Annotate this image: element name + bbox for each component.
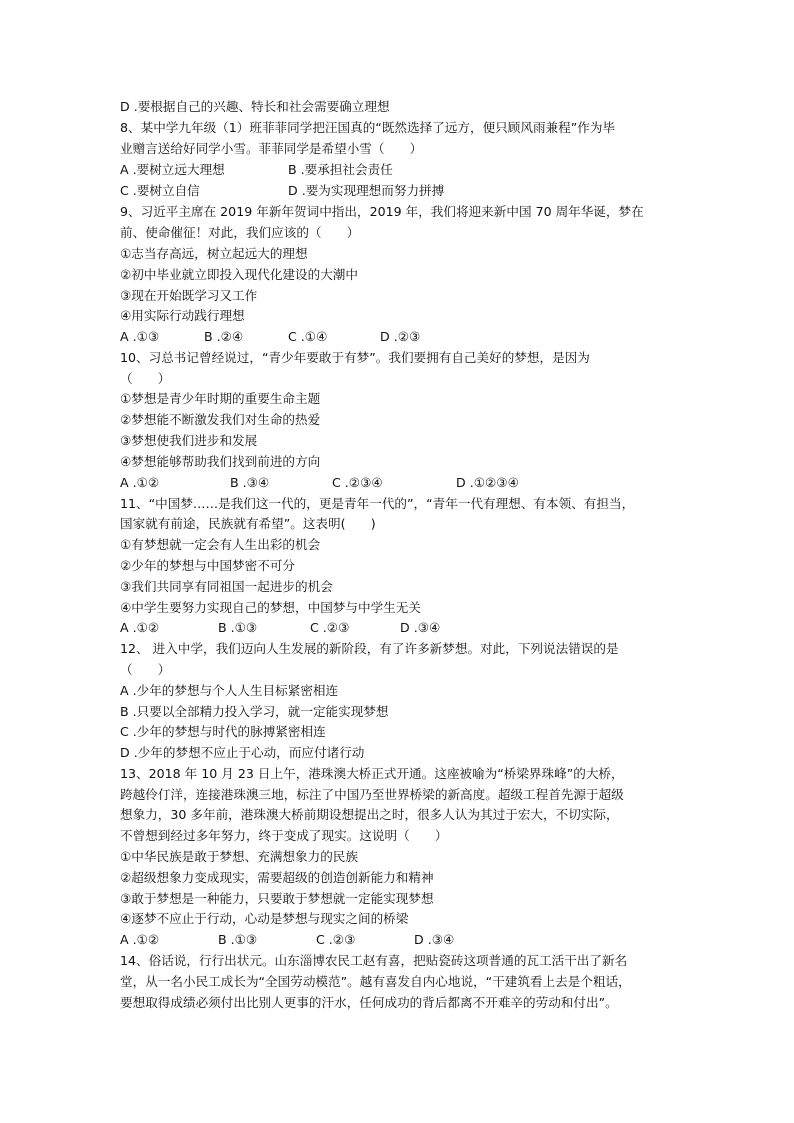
q10-item-3: ③梦想使我们进步和发展 [120, 433, 258, 448]
q13-option-a: A .①② [120, 932, 160, 947]
q9-item-1: ①志当存高远，树立起远大的理想 [120, 246, 308, 261]
q14-stem-cont2: 要想取得成绩必须付出比别人更事的汗水，任何成功的背后都离不开难辛的劳动和付出”。 [120, 995, 618, 1010]
q9-option-b: B .②④ [204, 329, 244, 344]
q11-item-1: ①有梦想就一定会有人生出彩的机会 [120, 537, 321, 552]
q10-stem-cont: （ ） [120, 371, 171, 386]
q10-stem: 10、习总书记曾经说过，“青少年要敢于有梦”。我们要拥有自己美好的梦想，是因为 [120, 350, 590, 365]
q11-stem: 11、“中国梦……是我们这一代的，更是青年一代的”，“青年一代有理想、有本领、有担当， [120, 496, 635, 511]
q8-option-b: B .要承担社会责任 [288, 162, 393, 177]
q12-stem-cont: （ ） [120, 662, 171, 677]
q12-stem: 12、 进入中学，我们迈向人生发展的新阶段，有了许多新梦想。对此，下列说法错误的是 [120, 641, 619, 656]
q12-option-d: D .少年的梦想不应止于心动，而应付诸行动 [120, 745, 365, 760]
q14-stem-cont1: 堂，从一名小民工成长为“全国劳动模范”。越有喜发自内心地说，“干建筑看上去是个粗话， [120, 974, 631, 989]
q11-option-d: D .③④ [400, 620, 441, 635]
q9-option-c: C .①④ [288, 329, 328, 344]
q12-option-c: C .少年的梦想与时代的脉搏紧密相连 [120, 724, 326, 739]
q8-stem: 8、某中学九年级（1）班菲菲同学把汪国真的“既然选择了远方，便只顾风雨兼程”作为毕 [120, 120, 616, 135]
q10-item-4: ④梦想能够帮助我们找到前进的方向 [120, 454, 321, 469]
q9-option-d: D .②③ [380, 329, 421, 344]
q11-item-3: ③我们共同享有同祖国一起进步的机会 [120, 579, 333, 594]
q13-option-c: C .②③ [316, 932, 356, 947]
q9-stem-cont: 前、使命催征！对此，我们应该的（ ） [120, 225, 360, 240]
q11-item-4: ④中学生要努力实现自己的梦想，中国梦与中学生无关 [120, 600, 421, 615]
q11-option-c: C .②③ [310, 620, 350, 635]
q11-option-b: B .①③ [218, 620, 258, 635]
q13-option-b: B .①③ [218, 932, 258, 947]
q11-option-a: A .①② [120, 620, 160, 635]
q14-stem: 14、俗话说，行行出状元。山东淄博农民工赵有喜，把贴瓷砖这项普通的瓦工活干出了新名 [120, 953, 628, 968]
q8-stem-cont: 业赠言送给好同学小雪。菲菲同学是希望小雪（ ） [120, 141, 423, 156]
q10-option-d: D .①②③④ [456, 475, 519, 490]
q11-stem-cont: 国家就有前途，民族就有希望”。这表明( ) [120, 516, 376, 531]
q12-option-a: A .少年的梦想与个人人生目标紧密相连 [120, 683, 339, 698]
q9-stem: 9、习近平主席在 2019 年新年贺词中指出，2019 年，我们将迎来新中国 70 周年华诞，梦在 [120, 204, 644, 219]
q9-item-4: ④用实际行动践行理想 [120, 308, 245, 323]
q13-stem-cont1: 跨越伶仃洋，连接港珠澳三地，标注了中国乃至世界桥梁的新高度。超级工程首先源于超级 [120, 787, 624, 802]
q12-option-b: B .只要以全部精力投入学习，就一定能实现梦想 [120, 704, 389, 719]
q11-item-2: ②少年的梦想与中国梦密不可分 [120, 558, 296, 573]
q8-option-d: D .要为实现理想而努力拼搏 [288, 183, 445, 198]
q8-option-a: A .要树立远大理想 [120, 162, 225, 177]
q13-item-1: ①中华民族是敢于梦想、充满想象力的民族 [120, 849, 358, 864]
q10-item-1: ①梦想是青少年时期的重要生命主题 [120, 391, 321, 406]
q8-option-c: C .要树立自信 [120, 183, 200, 198]
q9-option-a: A .①③ [120, 329, 160, 344]
q10-item-2: ②梦想能不断激发我们对生命的热爱 [120, 412, 321, 427]
q10-option-a: A .①② [120, 475, 160, 490]
q13-option-d: D .③④ [414, 932, 455, 947]
q13-stem-cont2: 想象力，30 多年前，港珠澳大桥前期设想提出之时，很多人认为其过于宏大，不切实际， [120, 807, 619, 822]
q13-item-4: ④逐梦不应止于行动，心动是梦想与现实之间的桥梁 [120, 911, 409, 926]
q13-stem-cont3: 不曾想到经过多年努力，终于变成了现实。这说明（ ） [120, 828, 448, 843]
q9-item-3: ③现在开始既学习又工作 [120, 288, 258, 303]
q13-item-2: ②超级想象力变成现实，需要超级的创造创新能力和精神 [120, 870, 434, 885]
q10-option-c: C .②③④ [332, 475, 383, 490]
q13-stem: 13、2018 年 10 月 23 日上午，港珠澳大桥正式开通。这座被喻为“桥梁界珠峰”的大桥， [120, 766, 624, 781]
q10-option-b: B .③④ [230, 475, 270, 490]
q13-item-3: ③敢于梦想是一种能力，只要敢于梦想就一定能实现梦想 [120, 891, 434, 906]
q9-item-2: ②初中毕业就立即投入现代化建设的大潮中 [120, 267, 358, 282]
option-d-q7: D .要根据自己的兴趣、特长和社会需要确立理想 [120, 99, 390, 114]
